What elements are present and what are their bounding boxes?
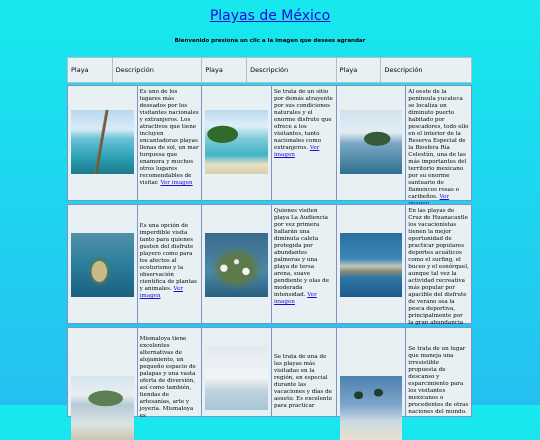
header-playa-1: Playa: [68, 58, 113, 82]
marina-photo[interactable]: [340, 233, 403, 297]
ver-imagen-link[interactable]: Ver imagen: [160, 180, 193, 186]
description-text: Se trata de un sitio por demás atrayente por sus condiciones naturales y el enorme disfrute que ofrece a los visitantes, tanto nacionales como extranjeros.: [273, 89, 333, 151]
palms-photo[interactable]: [340, 376, 403, 440]
photo-cell: [202, 86, 272, 200]
description-text: Se trata de una de las playas más visitadas en la región, en especial durante las vacaciones y días de asueto. Es excelente para practicar: [273, 354, 333, 409]
ver-imagen-link[interactable]: Ver imagen: [273, 292, 317, 305]
description-cell: [138, 328, 203, 419]
ver-imagen-link[interactable]: Ver imagen: [139, 286, 183, 299]
description-cell: [406, 205, 471, 326]
description-cell: [272, 205, 337, 323]
photo-cell: [337, 205, 407, 323]
table-header: [67, 57, 472, 83]
description-cell: [138, 205, 203, 323]
page-title[interactable]: Playas de México: [209, 8, 331, 24]
photo-cell: [68, 86, 138, 200]
header-playa-3: Playa: [337, 58, 382, 82]
description-text: Quienes visiten playa La Audiencia por vez primera hallarán una diminuta caleta protegida por abundantes palmeras y una playa de tersa arena, suave pendiente y olas de moderada intensidad.: [273, 208, 330, 298]
photo-cell: [202, 328, 272, 416]
description-cell: [406, 86, 471, 200]
description-cell: [138, 86, 203, 200]
aerial-photo[interactable]: [71, 233, 134, 297]
description-text: Al oeste de la península yucateca se localiza un diminuto puerto habitado por pescadores, todo ello en el interior de la Reserva Especial de la Biosfera Ría Celestún, una de las más importantes del territorio mexicano por su enorme santuario de flamencos rosas o caribeños.: [408, 89, 469, 200]
photo-cell: [337, 86, 407, 200]
pier-photo[interactable]: [71, 110, 134, 174]
photo-cell: [68, 328, 138, 416]
island-photo[interactable]: [205, 110, 268, 174]
coast-photo[interactable]: [71, 376, 134, 440]
description-text: En las playas de Cruz de Huanacaxtle los vacacionistas tienen la mejor oportunidad de practicar populares deportes acuáticos como el surfing, el buceo y el esnórquel, aunque tal vez la actividad recreativa más popular por apacible del disfrute de verano sea la pesca deportiva, principalmente por la gran abundancia: [408, 208, 469, 326]
city-photo[interactable]: [205, 233, 268, 297]
header-descripcion-3: Descripción: [384, 66, 423, 74]
header-descripcion-2: Descripción: [247, 58, 337, 82]
description-text: Es una opción de imperdible visita tanto para quienes gusten del disfrute playero como para los afectos al ecoturismo y la observación científica de plantas y animales.: [139, 223, 197, 292]
description-text: Mismaloya tiene excelentes alternativas de alojamiento, un pequeño espacio de palapas y una vasta oferta de diversión, así como también, tiendas de artesanías, arte y joyería. Mismaloya es: [139, 336, 196, 419]
photo-cell: [337, 328, 407, 416]
table-row: [67, 85, 472, 201]
description-cell: [406, 328, 471, 416]
table-row: [67, 327, 472, 417]
description-cell: [272, 86, 337, 200]
description-cell: [272, 328, 337, 416]
description-text: Se trata de un lugar que maneja una irresistible propuesta de descanso y esparcimiento para los visitantes mexicanos o procedentes de otras naciones del mundo.: [408, 346, 469, 415]
table-row: [67, 204, 472, 324]
description-text: Es uno de los lugares más deseados por los visitantes nacionales y extranjeros. Los atractivos que tiene incluyen encantadoras playas llenas de sol, un mar turquesa que enamora y muchos otros lugares recomendables de visitar.: [139, 89, 199, 186]
ver-imagen-link[interactable]: Ver: [439, 194, 450, 200]
photo-cell: [202, 205, 272, 323]
resort-photo[interactable]: [205, 346, 268, 410]
header-descripcion-1: Descripción: [113, 58, 203, 82]
island-photo[interactable]: [340, 110, 403, 174]
header-playa-2: Playa: [202, 58, 247, 82]
page-subtitle: Bienvenido presiona un clic a la imagen que desees agrandar: [174, 38, 366, 44]
photo-cell: [68, 205, 138, 323]
ver-imagen-link[interactable]: Ver imagen: [273, 145, 320, 158]
